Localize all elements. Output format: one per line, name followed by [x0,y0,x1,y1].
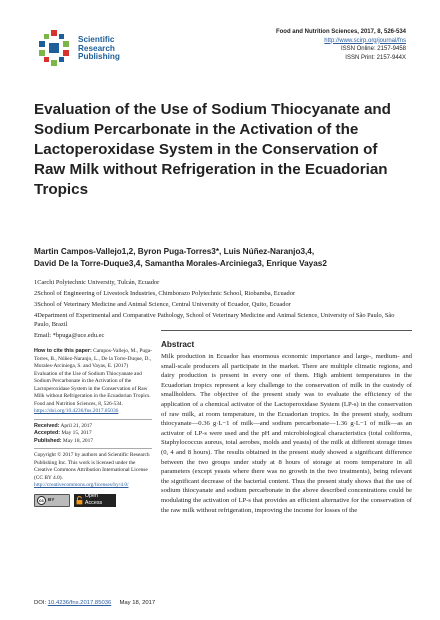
accepted-label: Accepted: [34,430,61,436]
affiliation-1: 1Carchi Polytechnic University, Tulcán, Ecuador [34,279,160,286]
citation-label: How to cite this paper: [34,348,92,354]
publisher-name-line1: Scientific [78,35,115,44]
citation-doi-link[interactable]: https://doi.org/10.4236/fns.2017.85036 [34,408,119,414]
footer-doi-prefix: DOI: [34,600,47,606]
open-access-label: Open Access [84,492,103,506]
abstract-header [161,330,412,352]
corresponding-email: Email: *bpuga@uce.edu.ec [34,332,105,340]
affiliation-3: 3School of Veterinary Medicine and Animal Science, Central University of Ecuador, Quito, Ecuador [34,300,291,308]
open-access-badge[interactable] [74,494,116,507]
sidebar-divider-2 [34,448,152,449]
footer-date: May 18, 2017 [119,600,156,606]
publisher-name-line3: Publishing [78,52,120,62]
cc-by-badge[interactable] [34,494,70,507]
journal-url-link[interactable]: http://www.scirp.org/journal/fns [324,37,406,44]
issn-print: ISSN Print: 2157-944X [345,54,406,61]
page-footer [34,600,155,606]
authors-line-1: Martin Campos-Vallejo1,2, Byron Puga-Torres3*, Luis Núñez-Naranjo3,4, [34,247,315,256]
journal-citation-line: Food and Nutrition Sciences, 2017, 8, 526-534 [275,29,406,35]
publisher-name-line2: Research [78,43,115,53]
journal-info [276,28,406,62]
sidebar-divider [34,419,152,420]
citation-text: Campos-Vallejo, M., Puga-Torres, B., Núñez-Naranjo, L., De la Torre-Duque, D., Morales-Arciniega, S. and Vayas, E. (2017) Evaluation of the Use of Sodium Thiocyanate and Sodium Percarbonate in the Activation of the Lactoperoxidase System in the Conservation of Raw Milk without Refrigeration in the Ecuadorian Tropics. Food and Nutrition Sciences, 8, 526-534. [34,348,153,407]
published-label: Published: [34,437,62,444]
license-url-link[interactable]: http://creativecommons.org/licenses/by/4.0/ [34,482,129,488]
footer-doi-link[interactable]: 10.4236/fns.2017.85036 [47,600,112,606]
cc-icon: cc [38,497,45,503]
received-date: April 21, 2017 [60,422,93,429]
authors-line-2: David De la Torre-Duque3,4, Samantha Morales-Arciniega3, Enrique Vayas2 [34,258,327,268]
publisher-logo [34,28,154,68]
article-sidebar [34,348,152,507]
author-list [34,246,412,269]
scirp-logo-icon [34,28,74,68]
open-lock-icon [76,496,83,505]
citation-block [34,348,152,416]
copyright-text: Copyright © 2017 by authors and Scientific Research Publishing Inc. This work is licensed under the Creative Commons Attribution International License (CC BY 4.0). [34,452,150,481]
license-badges [34,494,152,507]
accepted-date: May 15, 2017 [61,430,92,436]
abstract-heading: Abstract [161,340,195,349]
cc-by-label: BY [48,497,55,503]
received-label: Received: [34,422,60,429]
published-date: May 18, 2017 [62,437,94,444]
copyright-notice [34,452,152,490]
affiliation-2: 2School of Engineering of Livestock Industries, Chimborazo Polytechnic School, Riobamba, Ecuador [34,289,296,297]
article-dates [34,423,152,446]
abstract-body: Milk production in Ecuador has enormous economic importance and large-, medium- and small-scale producers all participate in the market. There are multiple climatic regions, and dairy production is present in every one of them. High ambient temperatures in the Ecuadorian tropics represent a key challenge to the conservation of milk in the custody of smallholders. The objective of the present study was to evaluate the efficiency of the application of a chemical activator of the Lactoperoxidase System (LP-s) in the conservation of raw milk, at room temperature, in the Ecuadorian tropics. In the present study, sodium thiocyanate—0.36 g·L−1 of milk—and sodium percarbonate—1.36 g·L−1 of milk—as an activator of LP-s were used and the pH and microbiological characteristics (total coliforms, Staphylococcus aureus, total aerobes, molds and yeasts) of the milk at different storage times (0, 4 and 8 hours). The results obtained in the present study showed a significant difference between the two groups under study at 8 hours of storage at room temperature in all parameters (except yeasts where there was no growth in the two treatments), being relevant the significant decrease of the bacterial content. Thus the present study shows that the use of sodium thiocyanate and sodium percarbonate in the above described concentrations could be modulating the activation of LP-s that provides an efficient alternative for the conservation of the raw milk without refrigeration, improving the income for losses of the [161,353,412,514]
affiliation-4: 4Department of Experimental and Comparative Pathology, School of Veterinary Medicine and Animal Science, University of São Paulo, São Paulo, Brazil [34,311,395,329]
issn-online: ISSN Online: 2157-9458 [340,46,406,53]
article-title: Evaluation of the Use of Sodium Thiocyanate and Sodium Percarbonate in the Activation of the Lactoperoxidase System in the Conservation of Raw Milk without Refrigeration in the Ecuadorian Tropics [34,101,391,198]
